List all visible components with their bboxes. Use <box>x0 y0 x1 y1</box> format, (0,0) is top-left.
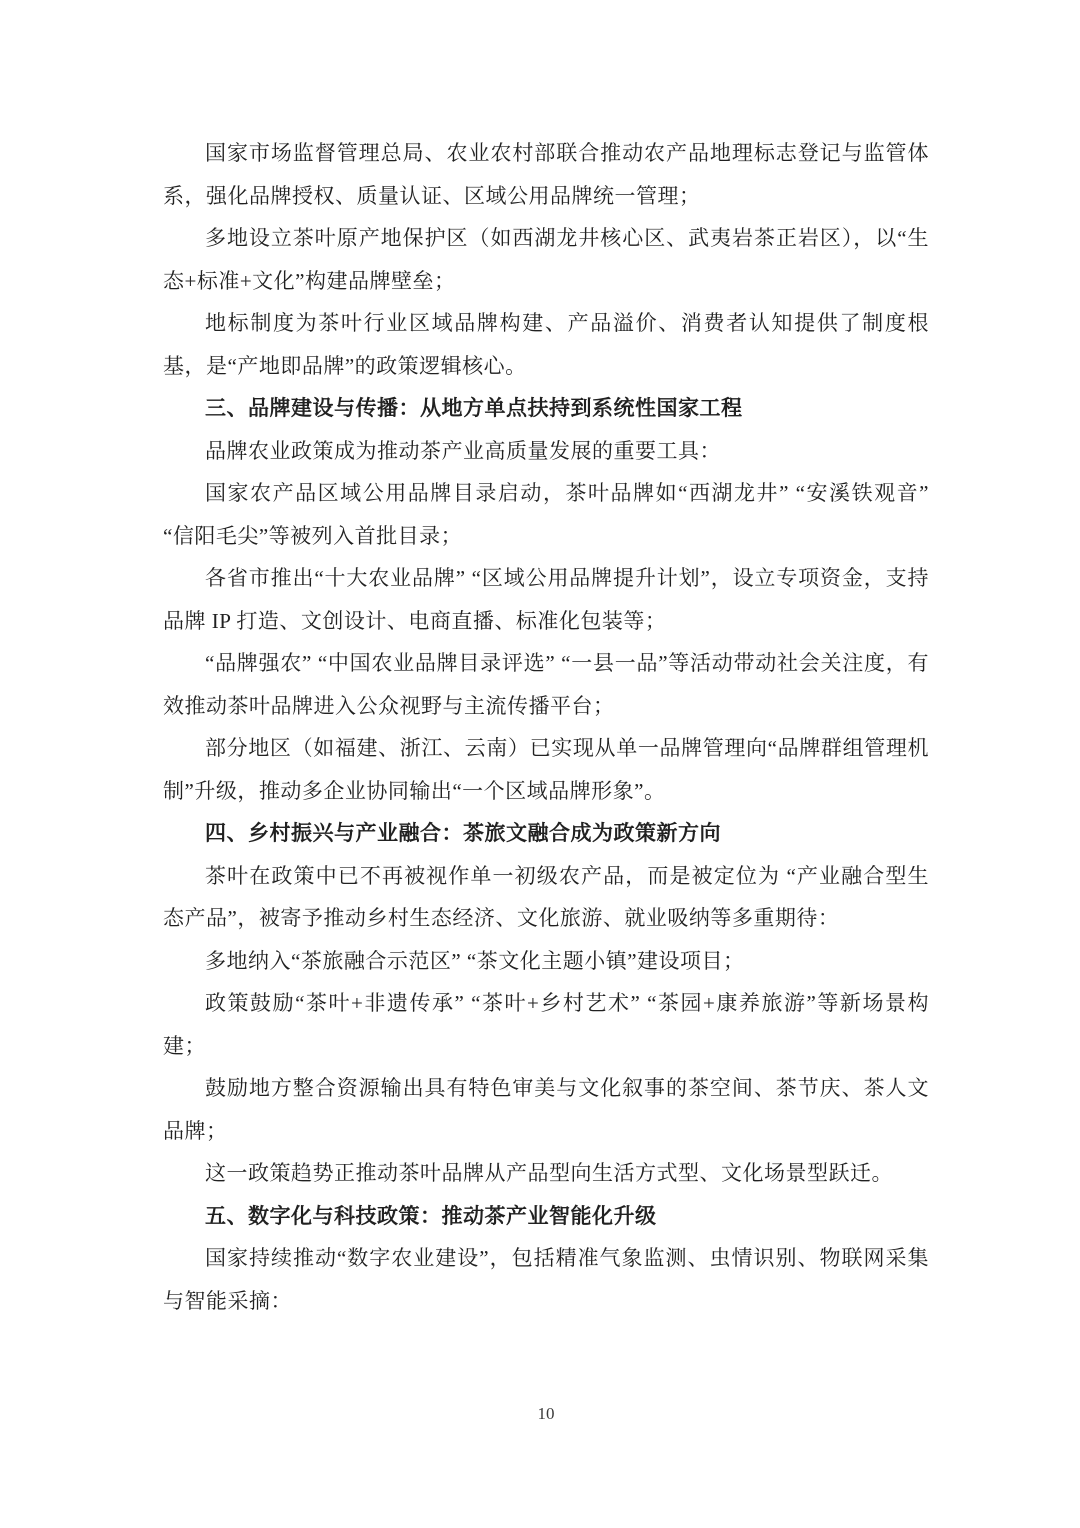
paragraph: 品牌农业政策成为推动茶产业高质量发展的重要工具： <box>205 438 721 463</box>
section-heading: 五、数字化与科技政策：推动茶产业智能化升级 <box>205 1203 657 1228</box>
paragraph: 多地设立茶叶原产地保护区（如西湖龙井核心区、武夷岩茶正岩区），以“生态+标准+文化”构建品牌壁垒； <box>163 226 929 293</box>
page-number: 10 <box>537 1404 555 1423</box>
paragraph: 鼓励地方整合资源输出具有特色审美与文化叙事的茶空间、茶节庆、茶人文品牌； <box>163 1076 929 1143</box>
section-heading: 三、品牌建设与传播：从地方单点扶持到系统性国家工程 <box>205 396 743 420</box>
paragraph: 地标制度为茶叶行业区域品牌构建、产品溢价、消费者认知提供了制度根基，是“产地即品牌”的政策逻辑核心。 <box>163 311 929 378</box>
document-body <box>163 132 929 1322</box>
paragraph: 这一政策趋势正推动茶叶品牌从产品型向生活方式型、文化场景型跃迁。 <box>205 1161 893 1185</box>
paragraph: “品牌强农” “中国农业品牌目录评选” “一县一品”等活动带动社会关注度，有效推动茶叶品牌进入公众视野与主流传播平台； <box>163 651 929 718</box>
paragraph: 国家持续推动“数字农业建设”，包括精准气象监测、虫情识别、物联网采集与智能采摘： <box>163 1246 929 1313</box>
section-heading: 四、乡村振兴与产业融合：茶旅文融合成为政策新方向 <box>205 821 721 845</box>
paragraph: 多地纳入“茶旅融合示范区” “茶文化主题小镇”建设项目； <box>205 948 745 973</box>
paragraph: 国家农产品区域公用品牌目录启动，茶叶品牌如“西湖龙井” “安溪铁观音” “信阳毛尖”等被列入首批目录； <box>163 481 929 548</box>
paragraph: 茶叶在政策中已不再被视作单一初级农产品，而是被定位为 “产业融合型生态产品”，被寄予推动乡村生态经济、文化旅游、就业吸纳等多重期待： <box>163 863 929 930</box>
paragraph: 各省市推出“十大农业品牌” “区域公用品牌提升计划”，设立专项资金，支持品牌 IP 打造、文创设计、电商直播、标准化包装等； <box>163 566 929 633</box>
paragraph: 国家市场监督管理总局、农业农村部联合推动农产品地理标志登记与监管体系，强化品牌授权、质量认证、区域公用品牌统一管理； <box>163 141 929 208</box>
paragraph: 部分地区（如福建、浙江、云南）已实现从单一品牌管理向“品牌群组管理机制”升级，推动多企业协同输出“一个区域品牌形象”。 <box>163 736 929 803</box>
paragraph: 政策鼓励“茶叶+非遗传承” “茶叶+乡村艺术” “茶园+康养旅游”等新场景构建； <box>163 991 929 1058</box>
